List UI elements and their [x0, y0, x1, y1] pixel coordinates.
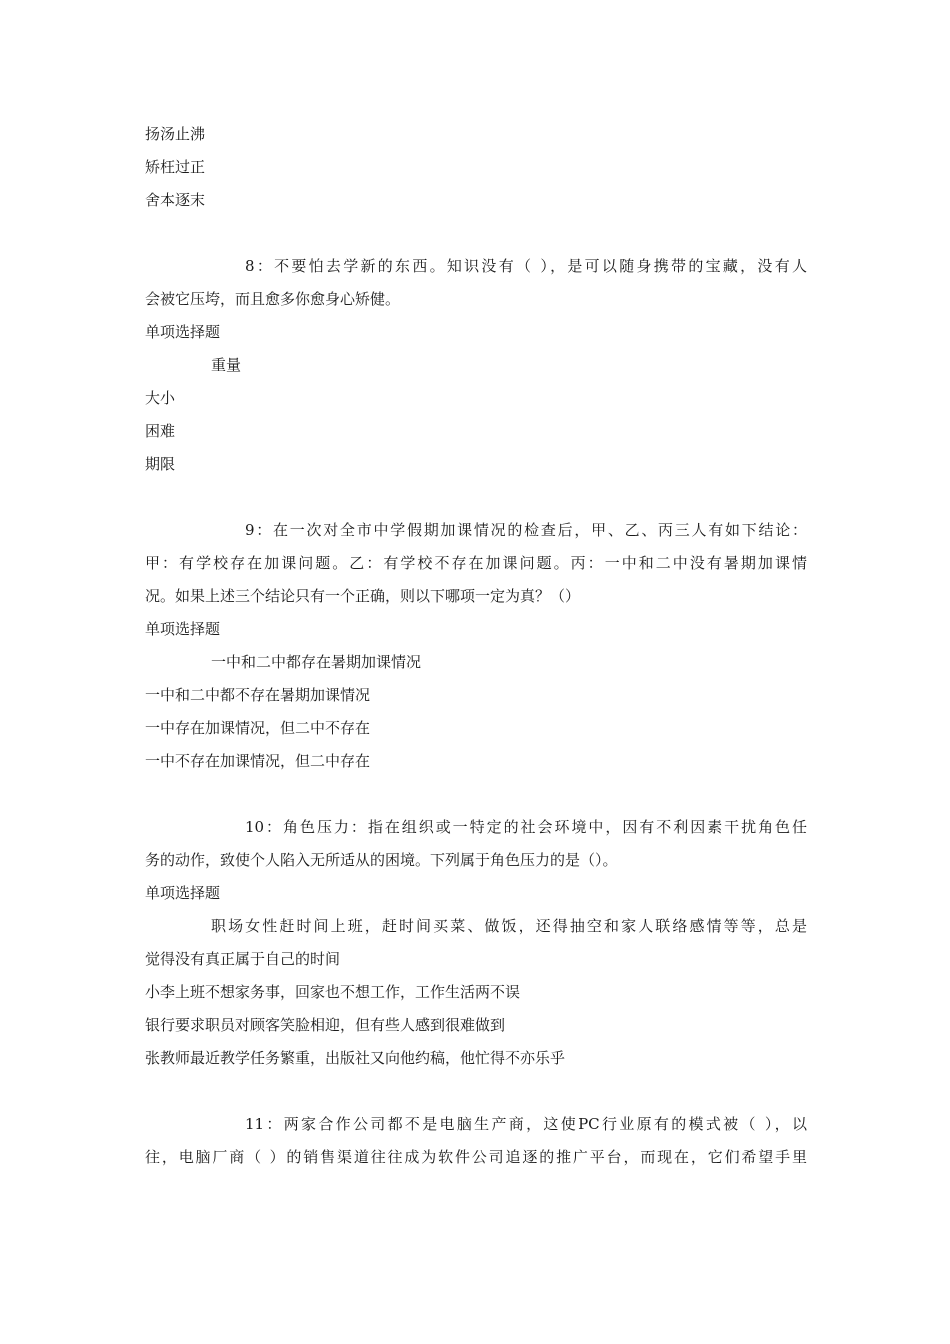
question-text: 况。如果上述三个结论只有一个正确，则以下哪项一定为真？（）	[145, 587, 581, 605]
option: 期限	[145, 455, 176, 473]
question-text: 往，电脑厂商（ ）的销售渠道往往成为软件公司追逐的推广平台，而现在，它们希望手里	[145, 1148, 807, 1166]
question-type: 单项选择题	[145, 884, 221, 902]
option: 重量	[211, 356, 242, 374]
option: 大小	[145, 389, 176, 407]
spacer	[145, 778, 807, 811]
question-text: 11：两家合作公司都不是电脑生产商，这使PC行业原有的模式被（ ），以	[245, 1115, 807, 1133]
document-page	[145, 118, 807, 1174]
question-text: 8：不要怕去学新的东西。知识没有（ ），是可以随身携带的宝藏，没有人	[245, 257, 807, 275]
question-text: 9：在一次对全市中学假期加课情况的检查后，甲、乙、丙三人有如下结论：	[245, 521, 807, 539]
option: 觉得没有真正属于自己的时间	[145, 950, 341, 968]
option: 一中存在加课情况，但二中不存在	[145, 719, 371, 737]
question-8	[145, 250, 807, 481]
option: 矫枉过正	[145, 158, 206, 176]
option: 张教师最近教学任务繁重，出版社又向他约稿，他忙得不亦乐乎	[145, 1049, 566, 1067]
question-text: 甲：有学校存在加课问题。乙：有学校不存在加课问题。丙：一中和二中没有暑期加课情	[145, 554, 807, 572]
option: 职场女性赶时间上班，赶时间买菜、做饭，还得抽空和家人联络感情等等，总是	[211, 917, 807, 935]
question-11	[145, 1108, 807, 1174]
question-10	[145, 811, 807, 1075]
option: 一中和二中都不存在暑期加课情况	[145, 686, 371, 704]
question-text: 10：角色压力：指在组织或一特定的社会环境中，因有不利因素干扰角色任	[245, 818, 807, 836]
spacer	[145, 217, 807, 250]
question-type: 单项选择题	[145, 323, 221, 341]
option: 一中和二中都存在暑期加课情况	[211, 653, 422, 671]
option-list	[145, 118, 807, 217]
option: 银行要求职员对顾客笑脸相迎，但有些人感到很难做到	[145, 1016, 506, 1034]
question-type: 单项选择题	[145, 620, 221, 638]
option: 舍本逐末	[145, 191, 206, 209]
spacer	[145, 1075, 807, 1108]
question-9	[145, 514, 807, 778]
question-text: 务的动作，致使个人陷入无所适从的困境。下列属于角色压力的是（）。	[145, 851, 618, 869]
question-text: 会被它压垮，而且愈多你愈身心矫健。	[145, 290, 401, 308]
spacer	[145, 481, 807, 514]
option: 小李上班不想家务事，回家也不想工作，工作生活两不误	[145, 983, 521, 1001]
option: 扬汤止沸	[145, 125, 206, 143]
option: 困难	[145, 422, 176, 440]
option: 一中不存在加课情况，但二中存在	[145, 752, 371, 770]
